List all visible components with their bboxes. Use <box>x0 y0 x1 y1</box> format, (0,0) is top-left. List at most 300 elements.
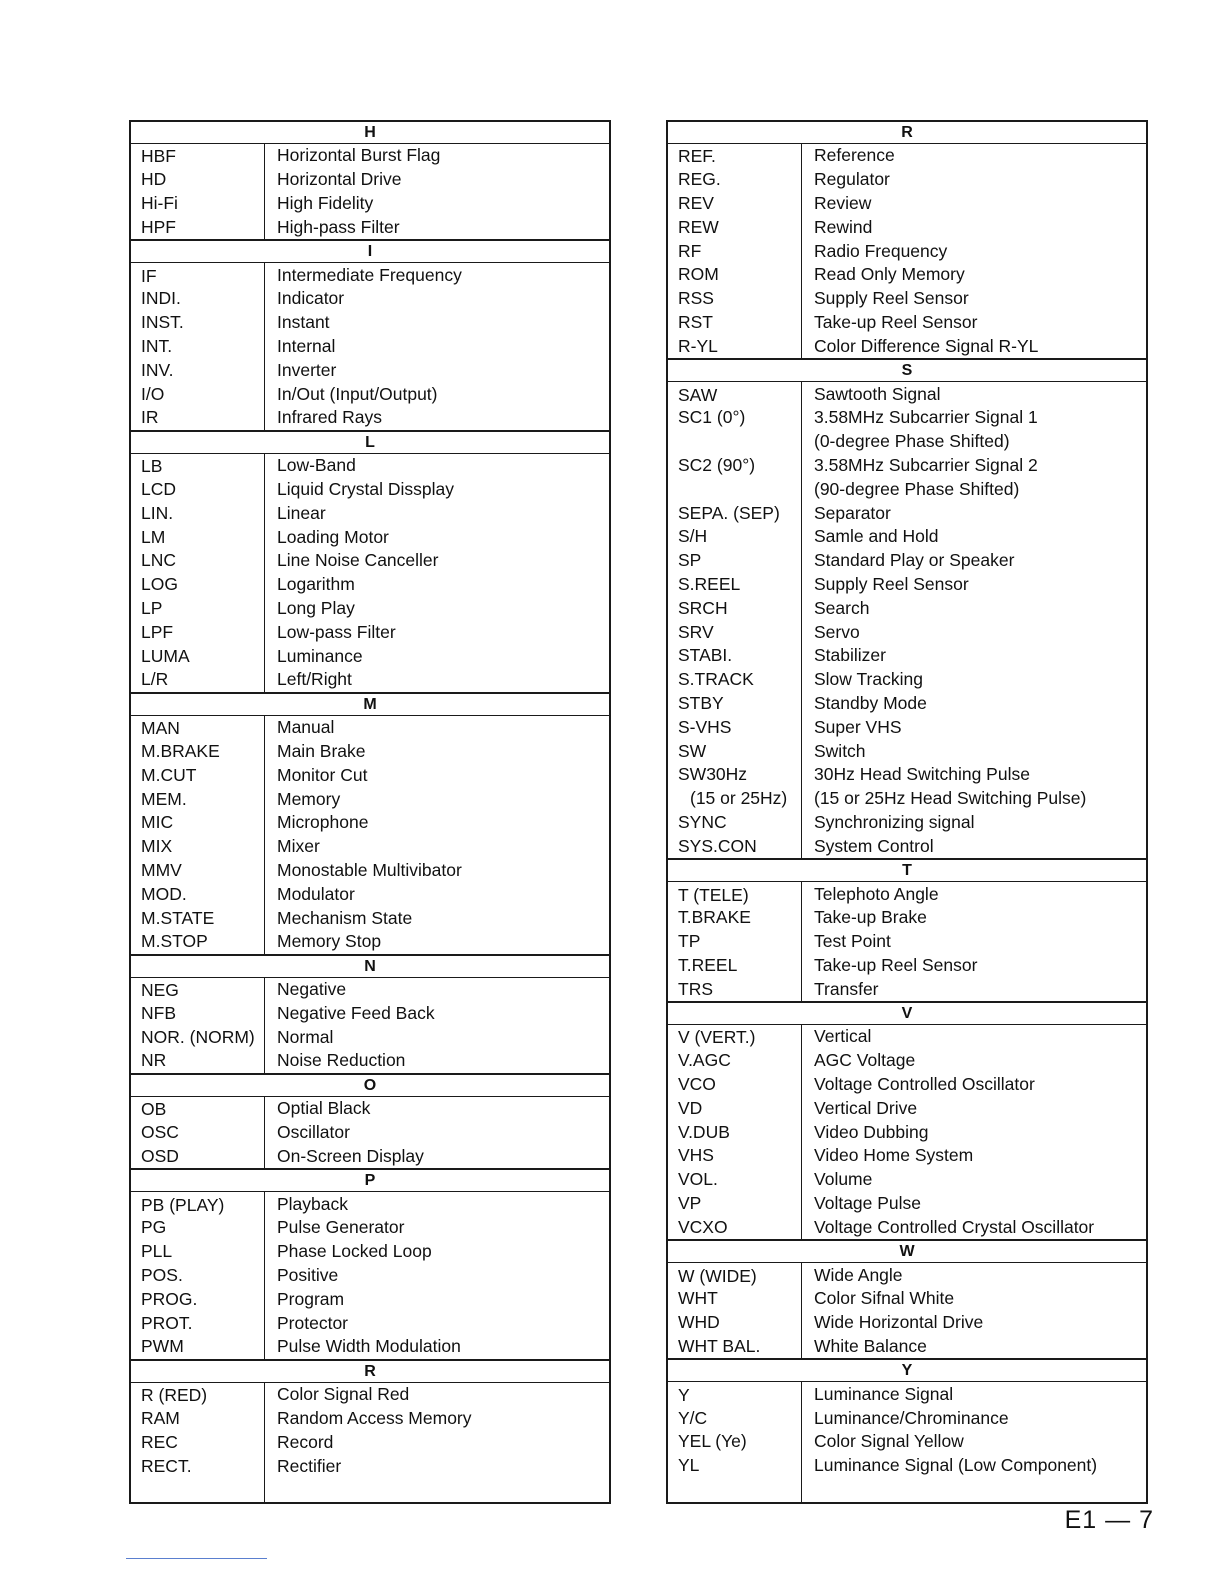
section-entries <box>668 382 1146 858</box>
definition: Supply Reel Sensor <box>814 288 969 309</box>
abbreviation-blank <box>668 1478 802 1502</box>
glossary-row <box>668 834 1146 858</box>
abbreviation: LM <box>131 525 265 549</box>
glossary-row <box>131 335 609 359</box>
abbreviation: T (TELE) <box>668 882 802 906</box>
definition: Luminance/Chrominance <box>814 1407 1009 1428</box>
abbreviation: LOG <box>131 573 265 597</box>
glossary-row <box>668 525 1146 549</box>
definition: Pulse Generator <box>277 1217 405 1238</box>
glossary-row <box>668 1168 1146 1192</box>
definition: Long Play <box>277 597 355 618</box>
definition: Volume <box>814 1169 873 1190</box>
glossary-row <box>131 144 609 168</box>
definition: Slow Tracking <box>814 669 923 690</box>
definition: System Control <box>814 835 934 856</box>
glossary-row <box>668 168 1146 192</box>
section-o <box>131 1073 609 1168</box>
definition: Low-Band <box>277 455 356 476</box>
section-v <box>668 1001 1146 1239</box>
glossary-row <box>131 454 609 478</box>
abbreviation: RAM <box>131 1407 265 1431</box>
glossary-row <box>668 930 1146 954</box>
corner-rule <box>126 1558 267 1559</box>
definition: Vertical <box>814 1026 872 1047</box>
section-p <box>131 1168 609 1359</box>
definition: Microphone <box>277 812 369 833</box>
abbreviation: S-VHS <box>668 715 802 739</box>
definition: Standard Play or Speaker <box>814 550 1015 571</box>
abbreviation: (15 or 25Hz) <box>668 787 802 811</box>
abbreviation: S.REEL <box>668 573 802 597</box>
glossary-row <box>668 1335 1146 1359</box>
definition: Positive <box>277 1265 339 1286</box>
definition: High Fidelity <box>277 192 374 213</box>
abbreviation: VCO <box>668 1073 802 1097</box>
glossary-row <box>668 430 1146 454</box>
glossary-row <box>668 192 1146 216</box>
glossary-row <box>131 1335 609 1359</box>
blank-row <box>668 1478 1146 1502</box>
glossary-row <box>668 1144 1146 1168</box>
abbreviation: SRV <box>668 620 802 644</box>
glossary-row <box>131 763 609 787</box>
definition: Mixer <box>277 836 320 857</box>
definition: Switch <box>814 740 866 761</box>
definition: Color Sifnal White <box>814 1288 955 1309</box>
glossary-row <box>131 1144 609 1168</box>
abbreviation: L/R <box>131 668 265 692</box>
abbreviation: WHT <box>668 1287 802 1311</box>
section-t <box>668 858 1146 1001</box>
abbreviation: INV. <box>131 358 265 382</box>
definition: Linear <box>277 502 326 523</box>
abbreviation: SEPA. (SEP) <box>668 501 802 525</box>
definition: Rectifier <box>277 1455 342 1476</box>
abbreviation: T.BRAKE <box>668 906 802 930</box>
definition: Loading Motor <box>277 526 389 547</box>
abbreviation: PLL <box>131 1240 265 1264</box>
glossary-row <box>131 930 609 954</box>
definition: Playback <box>277 1193 349 1214</box>
definition: (15 or 25Hz Head Switching Pulse) <box>814 788 1087 809</box>
abbreviation <box>668 477 802 501</box>
section-entries <box>131 263 609 430</box>
glossary-row <box>668 1287 1146 1311</box>
definition: Review <box>814 192 872 213</box>
abbreviation: Hi-Fi <box>131 192 265 216</box>
glossary-row <box>668 573 1146 597</box>
abbreviation: SP <box>668 549 802 573</box>
glossary-row <box>668 382 1146 406</box>
definition: Voltage Pulse <box>814 1193 922 1214</box>
glossary-row <box>131 1097 609 1121</box>
definition: Main Brake <box>277 740 366 761</box>
abbreviation: SYNC <box>668 811 802 835</box>
glossary-row <box>131 859 609 883</box>
definition: Search <box>814 597 870 618</box>
glossary-row <box>131 620 609 644</box>
glossary-row <box>131 1121 609 1145</box>
abbreviation: SW <box>668 739 802 763</box>
abbreviation: ROM <box>668 263 802 287</box>
definition: Logarithm <box>277 574 355 595</box>
definition: Rewind <box>814 216 873 237</box>
abbreviation: WHD <box>668 1311 802 1335</box>
section-letter: P <box>131 1168 609 1192</box>
abbreviation: M.CUT <box>131 763 265 787</box>
abbreviation: IR <box>131 406 265 430</box>
glossary-row <box>131 1430 609 1454</box>
right-glossary-column <box>666 120 1148 1504</box>
definition: Infrared Rays <box>277 407 383 428</box>
definition: Program <box>277 1288 345 1309</box>
abbreviation: RECT. <box>131 1454 265 1478</box>
definition: Reference <box>814 145 895 166</box>
glossary-row <box>131 1025 609 1049</box>
definition: Horizontal Drive <box>277 169 402 190</box>
abbreviation: MIX <box>131 835 265 859</box>
section-letter: I <box>131 239 609 263</box>
definition: Take-up Reel Sensor <box>814 954 978 975</box>
abbreviation: REV <box>668 192 802 216</box>
definition: Telephoto Angle <box>814 883 939 904</box>
glossary-row <box>131 525 609 549</box>
glossary-row <box>668 144 1146 168</box>
section-entries <box>668 1263 1146 1358</box>
glossary-row <box>668 692 1146 716</box>
glossary-row <box>131 597 609 621</box>
glossary-row <box>131 1264 609 1288</box>
abbreviation: STABI. <box>668 644 802 668</box>
definition: Luminance <box>277 645 363 666</box>
abbreviation: YEL (Ye) <box>668 1430 802 1454</box>
abbreviation: STBY <box>668 692 802 716</box>
definition: Intermediate Frequency <box>277 264 462 285</box>
abbreviation-blank <box>131 1478 265 1502</box>
definition: Oscillator <box>277 1122 350 1143</box>
abbreviation: REC <box>131 1430 265 1454</box>
abbreviation: MOD. <box>131 882 265 906</box>
abbreviation: TRS <box>668 977 802 1001</box>
abbreviation: SAW <box>668 382 802 406</box>
abbreviation: PROG. <box>131 1287 265 1311</box>
section-letter: M <box>131 692 609 716</box>
definition: (90-degree Phase Shifted) <box>814 478 1020 499</box>
definition: Horizontal Burst Flag <box>277 145 441 166</box>
section-entries <box>131 978 609 1073</box>
abbreviation: TP <box>668 930 802 954</box>
glossary-row <box>668 977 1146 1001</box>
abbreviation: VP <box>668 1192 802 1216</box>
definition: Super VHS <box>814 716 902 737</box>
abbreviation: REG. <box>668 168 802 192</box>
abbreviation: MMV <box>131 859 265 883</box>
definition: Wide Angle <box>814 1264 903 1285</box>
abbreviation: LNC <box>131 549 265 573</box>
glossary-row <box>668 1430 1146 1454</box>
glossary-row <box>131 478 609 502</box>
glossary-row <box>668 334 1146 358</box>
definition: Color Signal Red <box>277 1384 410 1405</box>
abbreviation: LIN. <box>131 501 265 525</box>
glossary-row <box>131 263 609 287</box>
abbreviation: M.STOP <box>131 930 265 954</box>
abbreviation: R-YL <box>668 334 802 358</box>
glossary-row <box>668 549 1146 573</box>
glossary-row <box>131 716 609 740</box>
section-letter: O <box>131 1073 609 1097</box>
glossary-row <box>131 1454 609 1478</box>
definition: Mechanism State <box>277 907 413 928</box>
glossary-row <box>131 358 609 382</box>
glossary-row <box>131 1383 609 1407</box>
section-entries <box>131 716 609 954</box>
glossary-row <box>131 1049 609 1073</box>
definition: Protector <box>277 1312 348 1333</box>
definition: Memory <box>277 788 341 809</box>
section-letter: T <box>668 858 1146 882</box>
glossary-row <box>668 1215 1146 1239</box>
section-entries <box>668 1025 1146 1239</box>
definition: 30Hz Head Switching Pulse <box>814 764 1030 785</box>
definition: Standby Mode <box>814 692 927 713</box>
definition: White Balance <box>814 1336 927 1357</box>
abbreviation: OSD <box>131 1144 265 1168</box>
section-letter: R <box>668 122 1146 144</box>
glossary-row <box>668 763 1146 787</box>
glossary-row <box>668 454 1146 478</box>
definition: High-pass Filter <box>277 216 400 237</box>
glossary-row <box>131 1002 609 1026</box>
abbreviation: REF. <box>668 144 802 168</box>
definition: Synchronizing signal <box>814 811 975 832</box>
abbreviation: NFB <box>131 1002 265 1026</box>
definition: Monostable Multivibator <box>277 859 462 880</box>
glossary-row <box>668 620 1146 644</box>
definition: Indicator <box>277 288 345 309</box>
abbreviation: RF <box>668 239 802 263</box>
abbreviation: RSS <box>668 287 802 311</box>
abbreviation: MAN <box>131 716 265 740</box>
abbreviation: R (RED) <box>131 1383 265 1407</box>
glossary-row <box>668 882 1146 906</box>
definition: Regulator <box>814 169 890 190</box>
abbreviation: IF <box>131 263 265 287</box>
abbreviation: SC1 (0°) <box>668 406 802 430</box>
definition: AGC Voltage <box>814 1050 916 1071</box>
abbreviation: LB <box>131 454 265 478</box>
abbreviation: NEG <box>131 978 265 1002</box>
abbreviation: PB (PLAY) <box>131 1192 265 1216</box>
glossary-row <box>131 406 609 430</box>
definition: Take-up Reel Sensor <box>814 311 978 332</box>
abbreviation: HD <box>131 168 265 192</box>
glossary-row <box>131 835 609 859</box>
definition: Color Difference Signal R-YL <box>814 335 1039 356</box>
definition: Video Dubbing <box>814 1121 929 1142</box>
definition: Separator <box>814 502 891 523</box>
definition: Stabilizer <box>814 645 886 666</box>
definition: Vertical Drive <box>814 1097 918 1118</box>
glossary-row <box>131 192 609 216</box>
definition: Test Point <box>814 931 891 952</box>
definition: Color Signal Yellow <box>814 1431 964 1452</box>
definition: Negative <box>277 979 347 1000</box>
definition: Record <box>277 1431 334 1452</box>
glossary-row <box>668 715 1146 739</box>
section-y <box>668 1358 1146 1501</box>
abbreviation: RST <box>668 311 802 335</box>
definition: Luminance Signal <box>814 1383 954 1404</box>
abbreviation: INDI. <box>131 287 265 311</box>
definition: Modulator <box>277 883 355 904</box>
definition: Take-up Brake <box>814 907 927 928</box>
glossary-row <box>131 644 609 668</box>
abbreviation: I/O <box>131 382 265 406</box>
definition: Monitor Cut <box>277 764 368 785</box>
glossary-row <box>131 1287 609 1311</box>
definition: Optial Black <box>277 1098 371 1119</box>
blank-row <box>131 1478 609 1502</box>
abbreviation: SC2 (90°) <box>668 454 802 478</box>
glossary-row <box>668 1263 1146 1287</box>
abbreviation: LCD <box>131 478 265 502</box>
glossary-row <box>668 1120 1146 1144</box>
section-m <box>131 692 609 954</box>
section-letter: W <box>668 1239 1146 1263</box>
glossary-row <box>131 1240 609 1264</box>
glossary-row <box>668 1096 1146 1120</box>
abbreviation: VOL. <box>668 1168 802 1192</box>
abbreviation: NR <box>131 1049 265 1073</box>
glossary-row <box>668 406 1146 430</box>
glossary-row <box>131 882 609 906</box>
glossary-row <box>668 239 1146 263</box>
abbreviation: W (WIDE) <box>668 1263 802 1287</box>
section-s <box>668 358 1146 858</box>
definition: Internal <box>277 335 336 356</box>
definition: Wide Horizontal Drive <box>814 1312 984 1333</box>
glossary-row <box>131 549 609 573</box>
definition: 3.58MHz Subcarrier Signal 1 <box>814 407 1038 428</box>
glossary-row <box>668 906 1146 930</box>
definition: Video Home System <box>814 1145 974 1166</box>
section-entries <box>131 1192 609 1359</box>
abbreviation: PROT. <box>131 1311 265 1335</box>
section-letter: Y <box>668 1358 1146 1382</box>
section-letter: H <box>131 122 609 144</box>
glossary-row <box>131 906 609 930</box>
abbreviation: S.TRACK <box>668 668 802 692</box>
abbreviation: SRCH <box>668 596 802 620</box>
abbreviation: LUMA <box>131 644 265 668</box>
definition: 3.58MHz Subcarrier Signal 2 <box>814 454 1038 475</box>
glossary-row <box>131 501 609 525</box>
glossary-row <box>668 1073 1146 1097</box>
glossary-row <box>668 668 1146 692</box>
abbreviation: Y/C <box>668 1406 802 1430</box>
abbreviation: V (VERT.) <box>668 1025 802 1049</box>
section-letter: N <box>131 954 609 978</box>
section-entries <box>131 144 609 239</box>
abbreviation: OB <box>131 1097 265 1121</box>
glossary-row <box>131 978 609 1002</box>
glossary-row <box>668 954 1146 978</box>
abbreviation: VD <box>668 1096 802 1120</box>
definition: Instant <box>277 312 330 333</box>
definition: Memory Stop <box>277 931 382 952</box>
glossary-row <box>131 811 609 835</box>
abbreviation: HBF <box>131 144 265 168</box>
definition: Voltage Controlled Crystal Oscillator <box>814 1216 1095 1237</box>
definition: Low-pass Filter <box>277 621 396 642</box>
definition: Transfer <box>814 978 879 999</box>
definition: (0-degree Phase Shifted) <box>814 431 1010 452</box>
glossary-row <box>668 787 1146 811</box>
section-entries <box>668 144 1146 358</box>
glossary-row <box>668 1049 1146 1073</box>
glossary-row <box>131 573 609 597</box>
section-entries <box>668 882 1146 1001</box>
abbreviation: REW <box>668 215 802 239</box>
glossary-row <box>668 1192 1146 1216</box>
abbreviation: LPF <box>131 620 265 644</box>
glossary-row <box>668 311 1146 335</box>
section-w <box>668 1239 1146 1358</box>
abbreviation: V.DUB <box>668 1120 802 1144</box>
left-glossary-column <box>129 120 611 1504</box>
glossary-row <box>131 1311 609 1335</box>
abbreviation: YL <box>668 1454 802 1478</box>
definition: Sawtooth Signal <box>814 383 941 404</box>
section-entries <box>131 1383 609 1502</box>
glossary-row <box>668 287 1146 311</box>
glossary-row <box>668 739 1146 763</box>
definition: Liquid Crystal Dissplay <box>277 478 455 499</box>
abbreviation: HPF <box>131 215 265 239</box>
section-entries <box>131 1097 609 1168</box>
abbreviation: VCXO <box>668 1215 802 1239</box>
glossary-row <box>668 1311 1146 1335</box>
glossary-row <box>131 311 609 335</box>
abbreviation: T.REEL <box>668 954 802 978</box>
glossary-row <box>668 215 1146 239</box>
glossary-row <box>668 644 1146 668</box>
glossary-row <box>131 740 609 764</box>
abbreviation: OSC <box>131 1121 265 1145</box>
definition: On-Screen Display <box>277 1145 424 1166</box>
definition: Negative Feed Back <box>277 1002 435 1023</box>
glossary-row <box>131 1216 609 1240</box>
definition: Left/Right <box>277 669 352 690</box>
definition: In/Out (Input/Output) <box>277 383 438 404</box>
glossary-row <box>668 501 1146 525</box>
definition: Random Access Memory <box>277 1408 472 1429</box>
section-letter: S <box>668 358 1146 382</box>
glossary-row <box>131 168 609 192</box>
definition: Pulse Width Modulation <box>277 1336 461 1357</box>
glossary-row <box>668 1406 1146 1430</box>
glossary-row <box>668 1454 1146 1478</box>
glossary-row <box>131 287 609 311</box>
glossary-row <box>131 787 609 811</box>
section-entries <box>668 1382 1146 1501</box>
glossary-row <box>668 1382 1146 1406</box>
definition: Noise Reduction <box>277 1050 406 1071</box>
definition: Servo <box>814 621 860 642</box>
section-letter: L <box>131 430 609 454</box>
